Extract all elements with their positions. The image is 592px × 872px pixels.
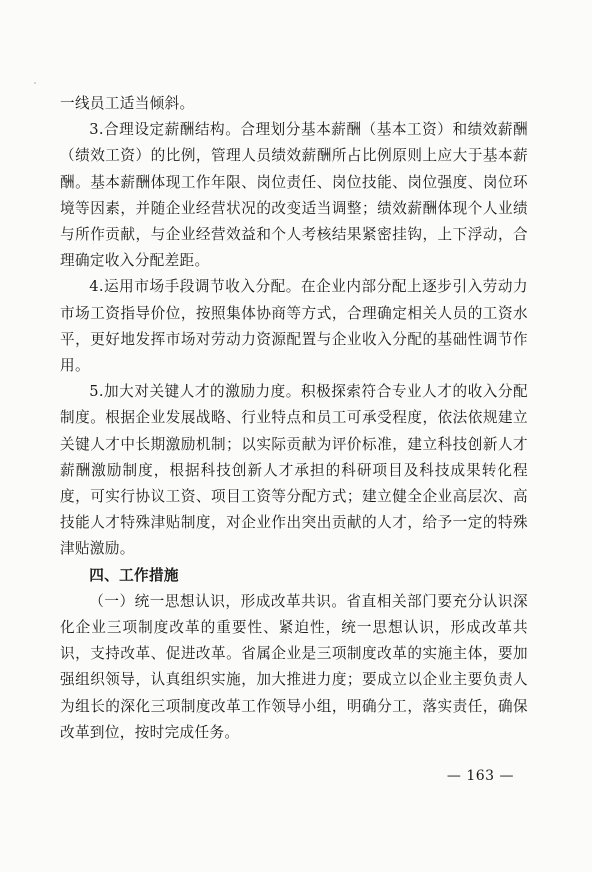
scan-speck <box>34 82 36 84</box>
page-number: — 163 — <box>446 768 514 784</box>
paragraph-unify-thinking: （一）统一思想认识，形成改革共识。省直相关部门要充分认识深化企业三项制度改革的重要性、紧迫性，统一思想认识，形成改革共识，支持改革、促进改革。省属企业是三项制度改革的实施主体，要加强组织领导，认真组织实施，加大推进力度；要成立以企业主要负责人为组长的深化三项制度改革工作领导小组，明确分工，落实责任，确保改革到位，按时完成任务。 <box>60 592 528 741</box>
body-text <box>60 91 528 746</box>
paragraph-salary-structure: 3.合理设定薪酬结构。合理划分基本薪酬（基本工资）和绩效薪酬（绩效工资）的比例，管理人员绩效薪酬所占比例原则上应大于基本薪酬。基本薪酬体现工作年限、岗位责任、岗位技能、岗位强度、岗位环境等因素，并随企业经营状况的改变适当调整；绩效薪酬体现个人业绩与所作贡献，与企业经营效益和个人考核结果紧密挂钩，上下浮动，合理确定收入分配差距。 <box>60 121 528 270</box>
paragraph-key-talent-incentives: 5.加大对关键人才的激励力度。积极探索符合专业人才的收入分配制度。根据企业发展战略、行业特点和员工可承受程度，依法依规建立关键人才中长期激励机制；以实际贡献为评价标准，建立科技创新人才薪酬激励制度，根据科技创新人才承担的科研项目及科技成果转化程度，可实行协议工资、项目工资等分配方式；建立健全企业高层次、高技能人才特殊津贴制度，对企业作出突出贡献的人才，给予一定的特殊津贴激励。 <box>60 383 528 558</box>
section-heading-work-measures: 四、工作措施 <box>89 566 179 584</box>
paragraph-continuation: 一线员工适当倾斜。 <box>60 95 195 112</box>
paragraph-market-regulation: 4.运用市场手段调节收入分配。在企业内部分配上逐步引入劳动力市场工资指导价位，按照集体协商等方式，合理确定相关人员的工资水平，更好地发挥市场对劳动力资源配置与企业收入分配的基础性调节作用。 <box>60 278 528 375</box>
